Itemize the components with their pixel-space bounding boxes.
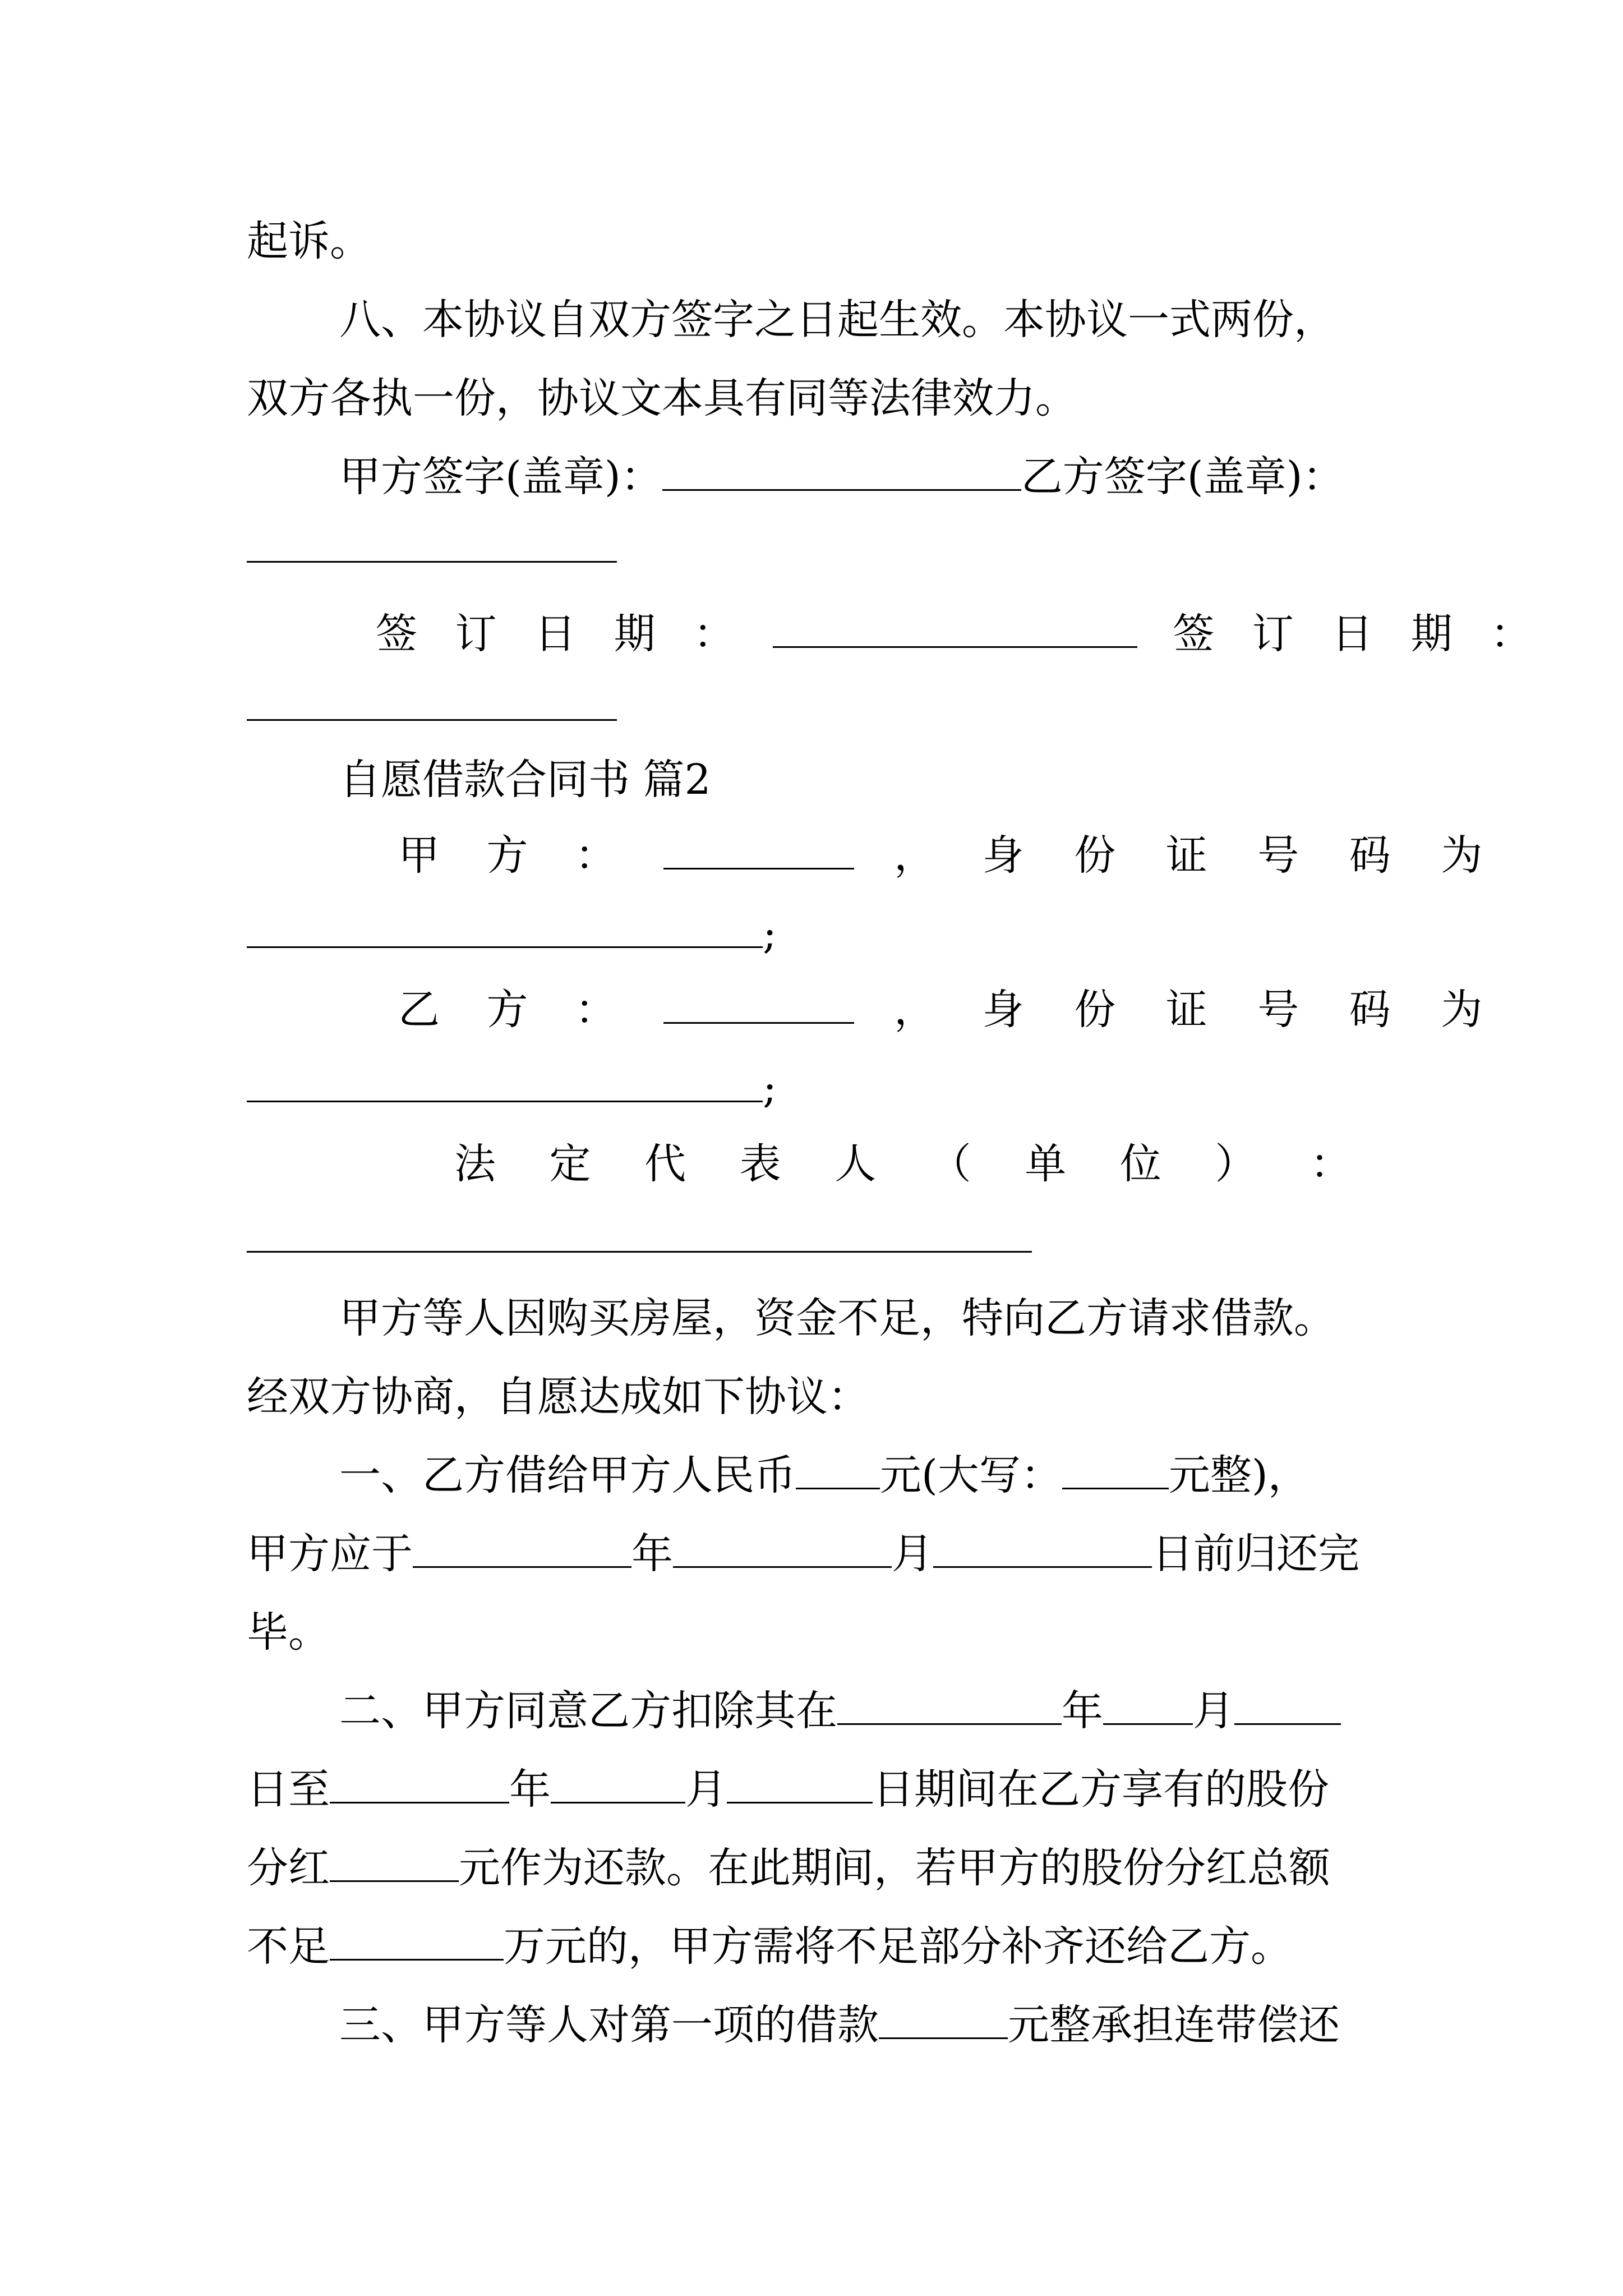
text: 分红 — [247, 1844, 330, 1892]
char: 单 — [1025, 1140, 1067, 1188]
party-b-id-blank[interactable] — [247, 1061, 763, 1102]
text: 年 — [1062, 1687, 1103, 1735]
legal-representative-blank[interactable] — [247, 1251, 1032, 1253]
char: 定 — [549, 1140, 591, 1188]
char: 位 — [1119, 1140, 1161, 1188]
text: 月 — [685, 1765, 727, 1814]
text: 起诉。 — [247, 217, 371, 265]
text-line — [247, 208, 1391, 275]
char: 码 — [1349, 831, 1391, 880]
clause-two-line-1 — [339, 1677, 1483, 1745]
amount-blank[interactable] — [796, 1448, 880, 1489]
char: 表 — [739, 1140, 781, 1188]
char: 份 — [1074, 831, 1116, 880]
party-a-line — [398, 822, 1483, 889]
date-line — [376, 600, 1532, 668]
clause-one-line-2 — [247, 1520, 1391, 1588]
text: 元整承担连带偿还 — [1008, 2001, 1340, 2049]
date-blank-a[interactable] — [773, 607, 1137, 648]
char: ： — [575, 831, 617, 880]
clause-one-line-1 — [339, 1442, 1483, 1509]
text: 三、甲方等人对第一项的借款 — [339, 2001, 879, 2049]
char: 订 — [1252, 610, 1294, 658]
char: 身 — [982, 986, 1024, 1034]
semicolon: ; — [763, 910, 777, 958]
clause-three-line-1 — [339, 1991, 1483, 2059]
repay-day-blank[interactable] — [933, 1527, 1152, 1568]
signature-line — [339, 443, 1483, 510]
party-a-id-blank[interactable] — [247, 907, 763, 948]
start-day-blank[interactable] — [1234, 1684, 1341, 1725]
title-text: 自愿借款合同书 篇2 — [339, 756, 711, 804]
text: 甲方等人因购买房屋，资金不足，特向乙方请求借款。 — [339, 1294, 1335, 1342]
legal-representative-line — [454, 1130, 1352, 1198]
text: 元(大写： — [880, 1451, 1062, 1499]
party-b-signature-blank[interactable] — [247, 561, 617, 563]
preamble-line-1 — [339, 1285, 1483, 1352]
char: 为 — [1441, 986, 1483, 1034]
dividend-amount-blank[interactable] — [330, 1841, 459, 1882]
date-blank-b[interactable] — [247, 719, 617, 721]
text: 元作为还款。在此期间，若甲方的股份分红总额 — [459, 1844, 1330, 1892]
char: 法 — [454, 1140, 496, 1188]
char: 期 — [614, 610, 656, 658]
clause-eight — [339, 286, 1483, 353]
char: 甲 — [398, 831, 440, 880]
text: 年 — [631, 1530, 673, 1578]
clause-two-line-4 — [247, 1913, 1391, 1980]
text: 日前归还完 — [1152, 1530, 1359, 1578]
char: 乙 — [398, 986, 440, 1034]
repay-year-blank[interactable] — [413, 1527, 631, 1568]
text: 元整)， — [1168, 1451, 1310, 1499]
text: 经双方协商，自愿达成如下协议： — [247, 1373, 869, 1421]
char: ： — [1490, 610, 1532, 658]
char: ： — [1310, 1140, 1352, 1188]
amount-words-blank[interactable] — [1062, 1448, 1169, 1489]
text: 八、本协议自双方签字之日起生效。本协议一式两份， — [339, 296, 1335, 344]
text: 不足 — [247, 1922, 330, 1971]
party-a-signature-blank[interactable] — [662, 450, 1021, 491]
char: 签 — [1173, 610, 1215, 658]
end-year-blank[interactable] — [330, 1763, 509, 1803]
start-month-blank[interactable] — [1103, 1684, 1193, 1725]
char: 方 — [486, 831, 528, 880]
preamble-line-2 — [247, 1363, 1391, 1430]
text: 一、乙方借给甲方人民币 — [339, 1451, 796, 1499]
text-line — [247, 365, 1391, 432]
text: 双方各执一份，协议文本具有同等法律效力。 — [247, 374, 1077, 422]
char: 份 — [1074, 986, 1116, 1034]
char: 订 — [455, 610, 497, 658]
text: 二、甲方同意乙方扣除其在 — [339, 1687, 837, 1735]
text: 月 — [892, 1530, 933, 1578]
clause-one-line-3 — [247, 1599, 1391, 1666]
char: 日 — [1331, 610, 1373, 658]
char: 签 — [376, 610, 417, 658]
semicolon: ; — [763, 1064, 777, 1112]
char: ， — [894, 831, 936, 880]
clause-two-line-3 — [247, 1834, 1391, 1902]
char: ） — [1215, 1140, 1257, 1188]
char: 方 — [486, 986, 528, 1034]
end-month-blank[interactable] — [551, 1763, 685, 1803]
char: 号 — [1257, 986, 1299, 1034]
text: 日期间在乙方享有的股份 — [873, 1765, 1329, 1814]
char: 人 — [834, 1140, 877, 1188]
text: 月 — [1193, 1687, 1234, 1735]
text: 万元的，甲方需将不足部分补齐还给乙方。 — [504, 1922, 1292, 1971]
char: 日 — [534, 610, 577, 658]
party-b-id-line — [247, 1055, 1391, 1122]
party-b-line — [398, 976, 1483, 1043]
party-a-name-blank[interactable] — [663, 829, 854, 869]
end-day-blank[interactable] — [727, 1763, 873, 1803]
char: 号 — [1257, 831, 1299, 880]
joint-liability-amount-blank[interactable] — [879, 1998, 1008, 2039]
shortfall-amount-blank[interactable] — [330, 1920, 504, 1961]
text: 毕。 — [247, 1608, 330, 1657]
text: 日至 — [247, 1765, 330, 1814]
char: ： — [693, 610, 735, 658]
char: 身 — [982, 831, 1024, 880]
char: 代 — [644, 1140, 686, 1188]
char: 期 — [1410, 610, 1453, 658]
text: 年 — [509, 1765, 551, 1814]
char: 证 — [1165, 986, 1207, 1034]
party-a-id-line — [247, 900, 1391, 968]
char: 为 — [1441, 831, 1483, 880]
char: ， — [894, 986, 936, 1034]
text: 甲方应于 — [247, 1530, 413, 1578]
start-year-blank[interactable] — [837, 1684, 1062, 1725]
char: 证 — [1165, 831, 1207, 880]
char: 码 — [1349, 986, 1391, 1034]
repay-month-blank[interactable] — [673, 1527, 892, 1568]
party-b-signature-label: 乙方签字(盖章)： — [1021, 453, 1344, 501]
char: （ — [929, 1140, 971, 1188]
party-a-signature-label: 甲方签字(盖章)： — [339, 453, 662, 501]
party-b-name-blank[interactable] — [663, 983, 854, 1024]
char: ： — [575, 986, 617, 1034]
section-title — [339, 746, 1483, 813]
clause-two-line-2 — [247, 1756, 1391, 1823]
